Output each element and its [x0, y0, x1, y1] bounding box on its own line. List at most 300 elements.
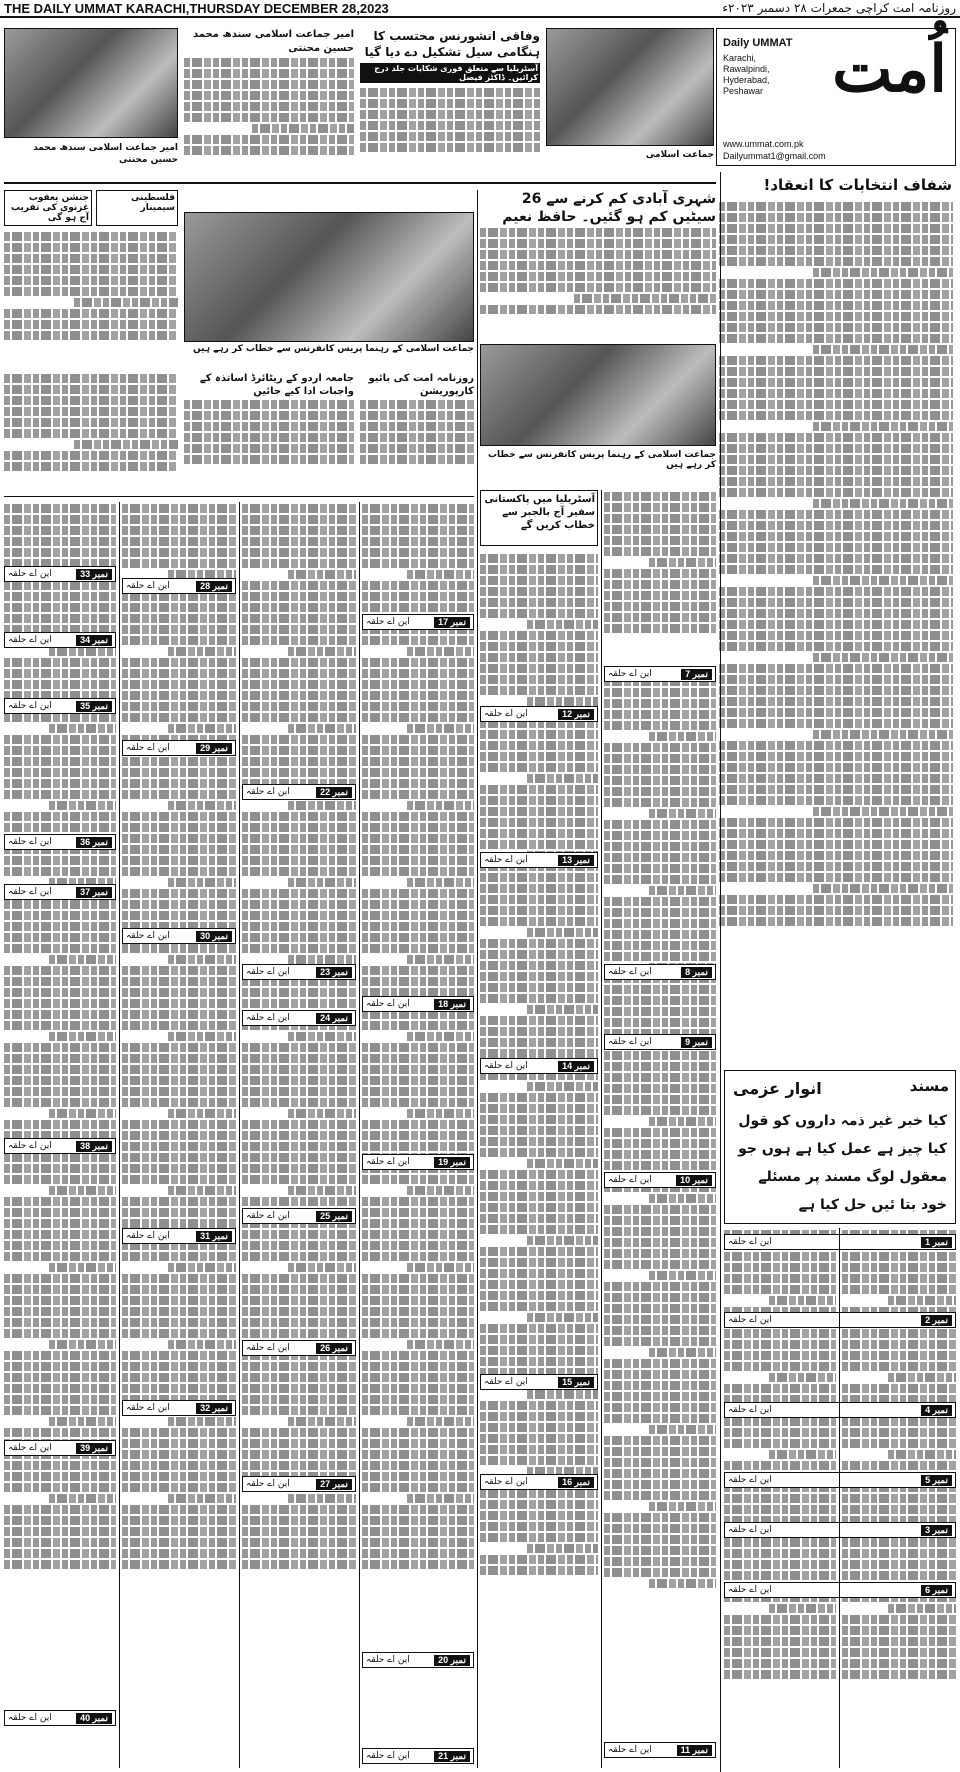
text-line [480, 631, 598, 640]
text-line [242, 691, 356, 700]
text-line [122, 1384, 236, 1393]
text-line [719, 741, 953, 750]
text-line [719, 323, 953, 332]
text-line [719, 202, 953, 211]
text-line [604, 765, 716, 774]
text-line [242, 757, 356, 766]
constituency-number: نمبر 30 [196, 931, 232, 942]
constituency-number: نمبر 39 [76, 1443, 112, 1454]
text-line [604, 688, 716, 697]
text-line [362, 1516, 474, 1525]
text-line [4, 1384, 116, 1393]
text-line [604, 1238, 716, 1247]
text-line [362, 768, 474, 777]
text-line [842, 1659, 956, 1668]
text-line [362, 1560, 474, 1569]
text-line [719, 510, 953, 519]
text-line [604, 1139, 716, 1148]
text-line [122, 1516, 236, 1525]
text-line [407, 1109, 474, 1118]
text-line [362, 856, 474, 865]
constituency-label: این اے حلقہ [728, 1475, 772, 1485]
text-line [604, 1491, 716, 1500]
text-line [719, 411, 953, 420]
text-line [842, 1626, 956, 1635]
text-line [813, 345, 953, 354]
text-line [604, 1315, 716, 1324]
text-line [480, 1500, 598, 1509]
text-line [842, 1615, 956, 1624]
text-line [480, 1137, 598, 1146]
story-australia-headline: آسٹریلیا میں پاکستانی سفیر آج بالجبر سے خطاب کریں گے [484, 494, 595, 531]
text-line [604, 1557, 716, 1566]
photo-meeting [184, 212, 474, 342]
text-line [480, 675, 598, 684]
constituency-label: این اے حلقہ [126, 1231, 170, 1241]
text-line [4, 1241, 116, 1250]
text-line [362, 537, 474, 546]
constituency-number: نمبر 38 [76, 1141, 112, 1152]
text-line [4, 1274, 116, 1283]
text-line [242, 1065, 356, 1074]
story-rozi [360, 372, 474, 492]
text-line [480, 840, 598, 849]
text-line [769, 1450, 836, 1459]
text-line [168, 801, 236, 810]
text-line [122, 603, 236, 612]
text-line [362, 1219, 474, 1228]
text-line [604, 547, 716, 556]
text-line [604, 1260, 716, 1269]
text-line [242, 1538, 356, 1547]
text-line [480, 873, 598, 882]
text-line [604, 908, 716, 917]
story-hafiz-naeem-headline: شہری آبادی کم کرنے سے 26 سیٹیں کم ہو گئیں۔ حافظ نعیم [502, 191, 716, 225]
text-line [480, 1280, 598, 1289]
text-line [604, 776, 716, 785]
text-line [842, 1417, 956, 1426]
text-line [724, 1263, 836, 1272]
constituency-label: این اے حلقہ [484, 1061, 528, 1071]
text-line [242, 680, 356, 689]
story-jamia-headline: جامعہ اردو کے ریٹائرڈ اساتذہ کے واجبات ادا کیے جائیں [199, 373, 354, 397]
text-line [4, 1153, 116, 1162]
text-line [604, 1381, 716, 1390]
poetry-column-title: مسند [909, 1077, 949, 1095]
text-line [362, 1230, 474, 1239]
lead-body [716, 200, 956, 1060]
text-line [122, 1142, 236, 1151]
constituency-label: این اے حلقہ [246, 1013, 290, 1023]
text-line [49, 1032, 116, 1041]
text-line [49, 724, 116, 733]
text-line [719, 290, 953, 299]
text-line [480, 1049, 598, 1058]
text-line [242, 889, 356, 898]
body-col-1 [4, 502, 116, 1768]
text-line [122, 1538, 236, 1547]
text-line [719, 334, 953, 343]
text-line [252, 124, 354, 133]
constituency-tag [604, 666, 716, 682]
text-line [168, 1417, 236, 1426]
text-line [719, 642, 953, 651]
text-line [719, 785, 953, 794]
text-line [122, 1373, 236, 1382]
text-line [4, 1373, 116, 1382]
text-line [4, 1021, 116, 1030]
text-line [362, 1549, 474, 1558]
constituency-number: نمبر 22 [316, 787, 352, 798]
text-line [724, 1626, 836, 1635]
text-line [4, 1043, 116, 1052]
urdu-dateline: روزنامہ امت کراچی جمعرات ۲۸ دسمبر ۲۰۲۳ء [722, 1, 956, 15]
constituency-number: نمبر 17 [434, 617, 470, 628]
text-line [724, 1505, 836, 1514]
text-line [719, 257, 953, 266]
text-line [604, 996, 716, 1005]
text-line [480, 906, 598, 915]
photo-press [480, 344, 716, 446]
text-line [122, 1439, 236, 1448]
top-rule [4, 182, 716, 184]
text-line [362, 779, 474, 788]
text-line [122, 1010, 236, 1019]
constituency-label: این اے حلقہ [608, 1037, 652, 1047]
text-line [407, 1417, 474, 1426]
text-line [122, 515, 236, 524]
text-line [480, 1335, 598, 1344]
text-line [122, 1054, 236, 1063]
text-line [480, 1093, 598, 1102]
text-line [724, 1670, 836, 1679]
text-line [184, 433, 354, 442]
text-line [649, 809, 716, 818]
masthead-url: www.ummat.com.pk [723, 139, 804, 149]
text-line [719, 400, 953, 409]
text-line [604, 930, 716, 939]
constituency-tag [604, 1172, 716, 1188]
text-line [4, 309, 178, 318]
text-line [360, 400, 474, 409]
constituency-label: این اے حلقہ [8, 1713, 52, 1723]
text-line [122, 548, 236, 557]
text-line [4, 429, 178, 438]
masthead [716, 28, 956, 166]
text-line [74, 440, 178, 449]
text-line [480, 1203, 598, 1212]
text-line [242, 1373, 356, 1382]
text-line [604, 798, 716, 807]
text-line [4, 999, 116, 1008]
text-line [719, 477, 953, 486]
text-line [4, 1208, 116, 1217]
text-line [288, 955, 356, 964]
text-line [362, 1483, 474, 1492]
text-line [842, 1285, 956, 1294]
constituency-number: نمبر 1 [921, 1237, 952, 1248]
text-line [122, 537, 236, 546]
text-line [362, 1373, 474, 1382]
text-line [4, 1296, 116, 1305]
text-line [480, 1401, 598, 1410]
constituency-tag [122, 1400, 236, 1416]
text-line [719, 796, 953, 805]
text-line [362, 669, 474, 678]
photo-portrait-caption: امیر جماعت اسلامی سندھ محمد حسین محنتی [33, 143, 178, 165]
text-line [122, 614, 236, 623]
text-line [360, 444, 474, 453]
constituency-label: این اے حلقہ [8, 1141, 52, 1151]
lead-column [716, 174, 956, 1064]
text-line [604, 1293, 716, 1302]
text-line [480, 1533, 598, 1542]
text-line [4, 812, 116, 821]
text-line [242, 746, 356, 755]
text-line [122, 966, 236, 975]
text-line [49, 1340, 116, 1349]
text-line [184, 444, 354, 453]
text-line [242, 526, 356, 535]
text-line [242, 856, 356, 865]
text-line [49, 801, 116, 810]
text-line [407, 647, 474, 656]
text-line [480, 565, 598, 574]
text-line [288, 570, 356, 579]
body-col-8 [842, 1228, 956, 1768]
text-line [122, 1197, 236, 1206]
text-line [604, 503, 716, 512]
constituency-tag [724, 1522, 956, 1538]
body-col-2-text [122, 502, 236, 1768]
text-line [604, 1436, 716, 1445]
body-col-5-text [480, 552, 598, 1768]
constituency-label: این اے حلقہ [484, 1477, 528, 1487]
text-line [362, 1252, 474, 1261]
text-line [719, 664, 953, 673]
text-line [362, 1505, 474, 1514]
text-line [480, 1258, 598, 1267]
constituency-number: نمبر 28 [196, 581, 232, 592]
text-line [4, 1164, 116, 1173]
text-line [480, 983, 598, 992]
text-line [604, 1337, 716, 1346]
text-line [122, 1527, 236, 1536]
text-line [842, 1263, 956, 1272]
text-line [480, 1126, 598, 1135]
text-line [574, 294, 716, 303]
constituency-label: این اے حلقہ [126, 581, 170, 591]
text-line [407, 1494, 474, 1503]
text-line [480, 1555, 598, 1564]
text-line [242, 768, 356, 777]
text-line [242, 1395, 356, 1404]
text-line [122, 1549, 236, 1558]
text-line [362, 845, 474, 854]
text-line [480, 576, 598, 585]
text-line [362, 1351, 474, 1360]
text-line [719, 895, 953, 904]
text-line [649, 886, 716, 895]
text-line [480, 730, 598, 739]
constituency-tag [724, 1582, 956, 1598]
text-line [122, 1472, 236, 1481]
text-line [480, 305, 716, 314]
text-line [604, 853, 716, 862]
text-line [122, 856, 236, 865]
text-line [719, 818, 953, 827]
text-line [122, 526, 236, 535]
text-line [242, 1439, 356, 1448]
text-line [604, 1458, 716, 1467]
text-line [168, 955, 236, 964]
constituency-number: نمبر 12 [558, 709, 594, 720]
body-col-7 [724, 1228, 836, 1768]
text-line [480, 272, 716, 281]
text-line [4, 1219, 116, 1228]
text-line [604, 1095, 716, 1104]
text-line [168, 724, 236, 733]
story-insurance-headline: وفاقی انشورنس محتسب کا ہنگامی سیل تشکیل دے دیا گیا [364, 29, 540, 59]
text-line [122, 944, 236, 953]
text-line [480, 917, 598, 926]
text-line [4, 526, 116, 535]
text-line [242, 636, 356, 645]
text-line [288, 1186, 356, 1195]
text-line [362, 911, 474, 920]
text-line [242, 1120, 356, 1129]
text-line [4, 713, 116, 722]
text-line [604, 1062, 716, 1071]
text-line [122, 845, 236, 854]
text-line [769, 1604, 836, 1613]
text-line [480, 1324, 598, 1333]
text-line [480, 587, 598, 596]
text-line [122, 1131, 236, 1140]
text-line [724, 1571, 836, 1580]
text-line [719, 609, 953, 618]
text-line [724, 1648, 836, 1657]
text-line [242, 713, 356, 722]
story-rozi-headline: روزنامہ امت کی بائیو کارپوریشن [368, 373, 474, 397]
text-line [719, 312, 953, 321]
text-line [842, 1670, 956, 1679]
text-line [4, 746, 116, 755]
text-line [842, 1560, 956, 1569]
constituency-label: این اے حلقہ [484, 709, 528, 719]
text-line [719, 279, 953, 288]
text-line [122, 1098, 236, 1107]
story-jamia-body [184, 398, 354, 488]
text-line [842, 1362, 956, 1371]
photo-meeting-caption-wrap [184, 344, 474, 364]
text-line [719, 697, 953, 706]
text-line [719, 686, 953, 695]
constituency-number: نمبر 9 [681, 1037, 712, 1048]
text-line [724, 1461, 836, 1470]
text-line [724, 1549, 836, 1558]
constituency-tag [4, 698, 116, 714]
text-line [480, 1192, 598, 1201]
text-line [362, 515, 474, 524]
text-line [122, 625, 236, 634]
constituency-label: این اے حلقہ [608, 1175, 652, 1185]
text-line [480, 283, 716, 292]
constituency-tag [242, 1010, 356, 1026]
text-line [122, 702, 236, 711]
text-line [407, 1186, 474, 1195]
constituency-number: نمبر 15 [558, 1377, 594, 1388]
text-line [122, 1329, 236, 1338]
text-line [242, 1296, 356, 1305]
text-line [4, 418, 178, 427]
text-line [842, 1549, 956, 1558]
constituency-tag [724, 1312, 956, 1328]
text-line [4, 1505, 116, 1514]
constituency-tag [480, 852, 598, 868]
text-line [4, 1197, 116, 1206]
text-line [604, 1546, 716, 1555]
text-line [604, 569, 716, 578]
constituency-tag [242, 964, 356, 980]
text-line [719, 587, 953, 596]
constituency-number: نمبر 18 [434, 999, 470, 1010]
text-line [242, 845, 356, 854]
text-line [480, 1038, 598, 1047]
text-line [242, 669, 356, 678]
text-line [649, 732, 716, 741]
story-hafiz-naeem [480, 190, 716, 340]
text-line [480, 664, 598, 673]
text-line [4, 1230, 116, 1239]
constituency-number: نمبر 32 [196, 1403, 232, 1414]
text-line [362, 1439, 474, 1448]
text-line [288, 1417, 356, 1426]
text-line [724, 1637, 836, 1646]
constituency-number: نمبر 4 [921, 1405, 952, 1416]
text-line [122, 1505, 236, 1514]
text-line [4, 1252, 116, 1261]
text-line [362, 1538, 474, 1547]
text-line [122, 834, 236, 843]
text-line [769, 1373, 836, 1382]
constituency-tag [4, 884, 116, 900]
text-line [360, 411, 474, 420]
constituency-number: نمبر 16 [558, 1477, 594, 1488]
text-line [362, 658, 474, 667]
text-line [362, 581, 474, 590]
text-line [719, 543, 953, 552]
text-line [4, 1065, 116, 1074]
text-line [4, 1461, 116, 1470]
text-line [480, 884, 598, 893]
story-australia-box [480, 490, 598, 546]
photo-portrait [4, 28, 178, 138]
text-line [4, 548, 116, 557]
top-bar [0, 0, 960, 18]
constituency-number: نمبر 33 [76, 569, 112, 580]
constituency-tag [242, 1208, 356, 1224]
text-line [4, 287, 178, 296]
text-line [480, 1412, 598, 1421]
text-line [480, 1566, 598, 1575]
text-line [724, 1538, 836, 1547]
text-line [4, 1010, 116, 1019]
text-line [604, 1216, 716, 1225]
poetry-column-author: انوار عزمی [733, 1079, 822, 1098]
newspaper-page [0, 22, 960, 1772]
constituency-label: این اے حلقہ [246, 1211, 290, 1221]
